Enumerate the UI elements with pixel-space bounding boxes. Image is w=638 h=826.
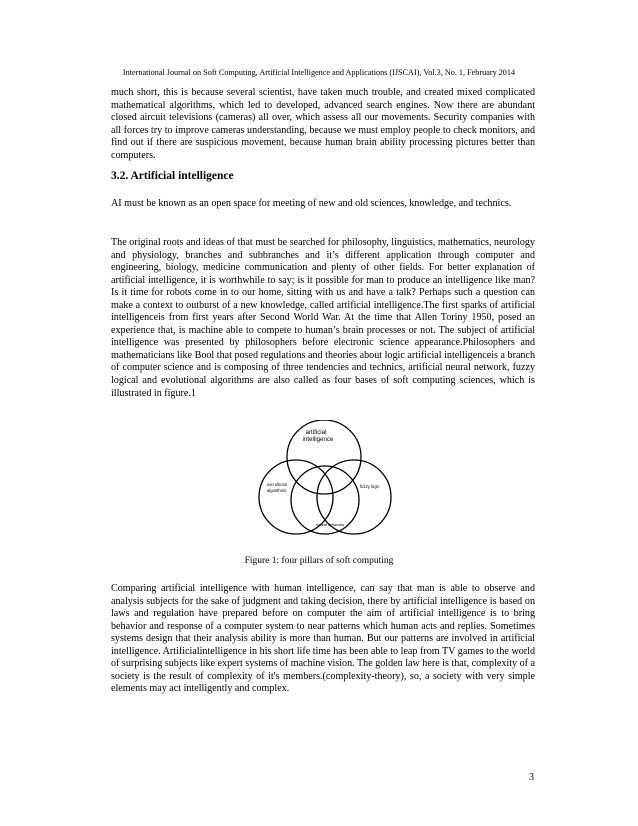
paragraph-comparing xyxy=(111,583,535,696)
paragraph-text: much short, this is because several scientist, have taken much trouble, and created mixed complicated mathematical algorithms, which led to developed, advanced search engines. Now there are abundant closed aircuit televisions (cameras) all over, which assess all our movements. Security companies with all forces try to improve cameras understanding, because we must employ people to check monitors, and find out if there are suspicious movement, because human brain ability processing pictures better than computers. xyxy=(111,87,535,161)
paragraph-roots xyxy=(111,237,535,400)
paragraph-text: AI must be known as an open space for meeting of new and old sciences, knowledge, and technics. xyxy=(111,198,512,209)
label-evo-line1: evo ultione xyxy=(267,482,288,487)
paragraph-ai-intro xyxy=(111,198,535,211)
section-heading: 3.2. Artificial intelligence xyxy=(111,170,234,182)
label-neural: neural networks xyxy=(315,522,345,527)
figure-caption: Figure 1: four pillars of soft computing xyxy=(244,556,394,566)
label-ai-line1: artificial xyxy=(305,429,327,436)
paragraph-text: The original roots and ideas of that must be searched for philosophy, linguistics, mathematics, neurology and physiology, branches and subbranches and it’s different application through computer and engineering, biology, medicine communication and plenty of other fields. For better explanation of artificial intelligence, it is worthwhile to say; is it possible for man to produce an intelligence like man? Is it time for robots come in to our home, sitting with us and have a talk? Perhaps such a question can make a context to outburst of a new knowledge, called artificial intelligence.The first sparks of artificial intelligenceis from first years after Second World War. At the time that Allen Toriny 1950, posed an experience that, is machine able to compete to human’s brain processes or not. The subject of artificial intelligence was presented by philosophers before electronic science appearance.Philosophers and mathematicians like Bool that posed regulations and theories about logic artificial intelligenceis a branch of computer science and is composing of three tendencies and technics, artificial neural network, fuzzy logical and evolutional algorithms are also called as four bases of soft computing sciences, which is illustrated in figure.1 xyxy=(111,237,535,399)
venn-diagram-figure xyxy=(252,420,398,538)
running-header: International Journal on Soft Computing, Artificial Intelligence and Applications (IJSCAI), Vol.3, No. 1, February 2014 xyxy=(122,68,516,77)
paragraph-continued xyxy=(111,87,535,162)
paragraph-text: Comparing artificial intelligence with human intelligence, can say that man is able to observe and analysis subjects for the sake of judgment and taking decision, there by artificial intelligence is based on laws and regulation have prepared before on computer the aim of artificial intelligence is to bring behavior and response of a computer system to near patterns which human acts and replies. Sometimes systems design that their analysis ability is more than human. But our patterns are involved in artificial intelligence. Artificialintelligence in his short life time has been able to leap from TV games to the world of surprising subjects like expert systems of machine vision. The golden law here is that, complexity of a society is the result of complexity of it's members.(complexity-theory), so, a society with very simple elements may act intelligently and complex. xyxy=(111,583,535,695)
venn-diagram xyxy=(252,420,398,538)
label-evo-line2: algorithms xyxy=(267,488,287,493)
label-fuzzy: fuzzy logic xyxy=(360,484,380,489)
label-ai-line2: intelligence xyxy=(302,436,334,443)
page-number: 3 xyxy=(529,772,534,783)
